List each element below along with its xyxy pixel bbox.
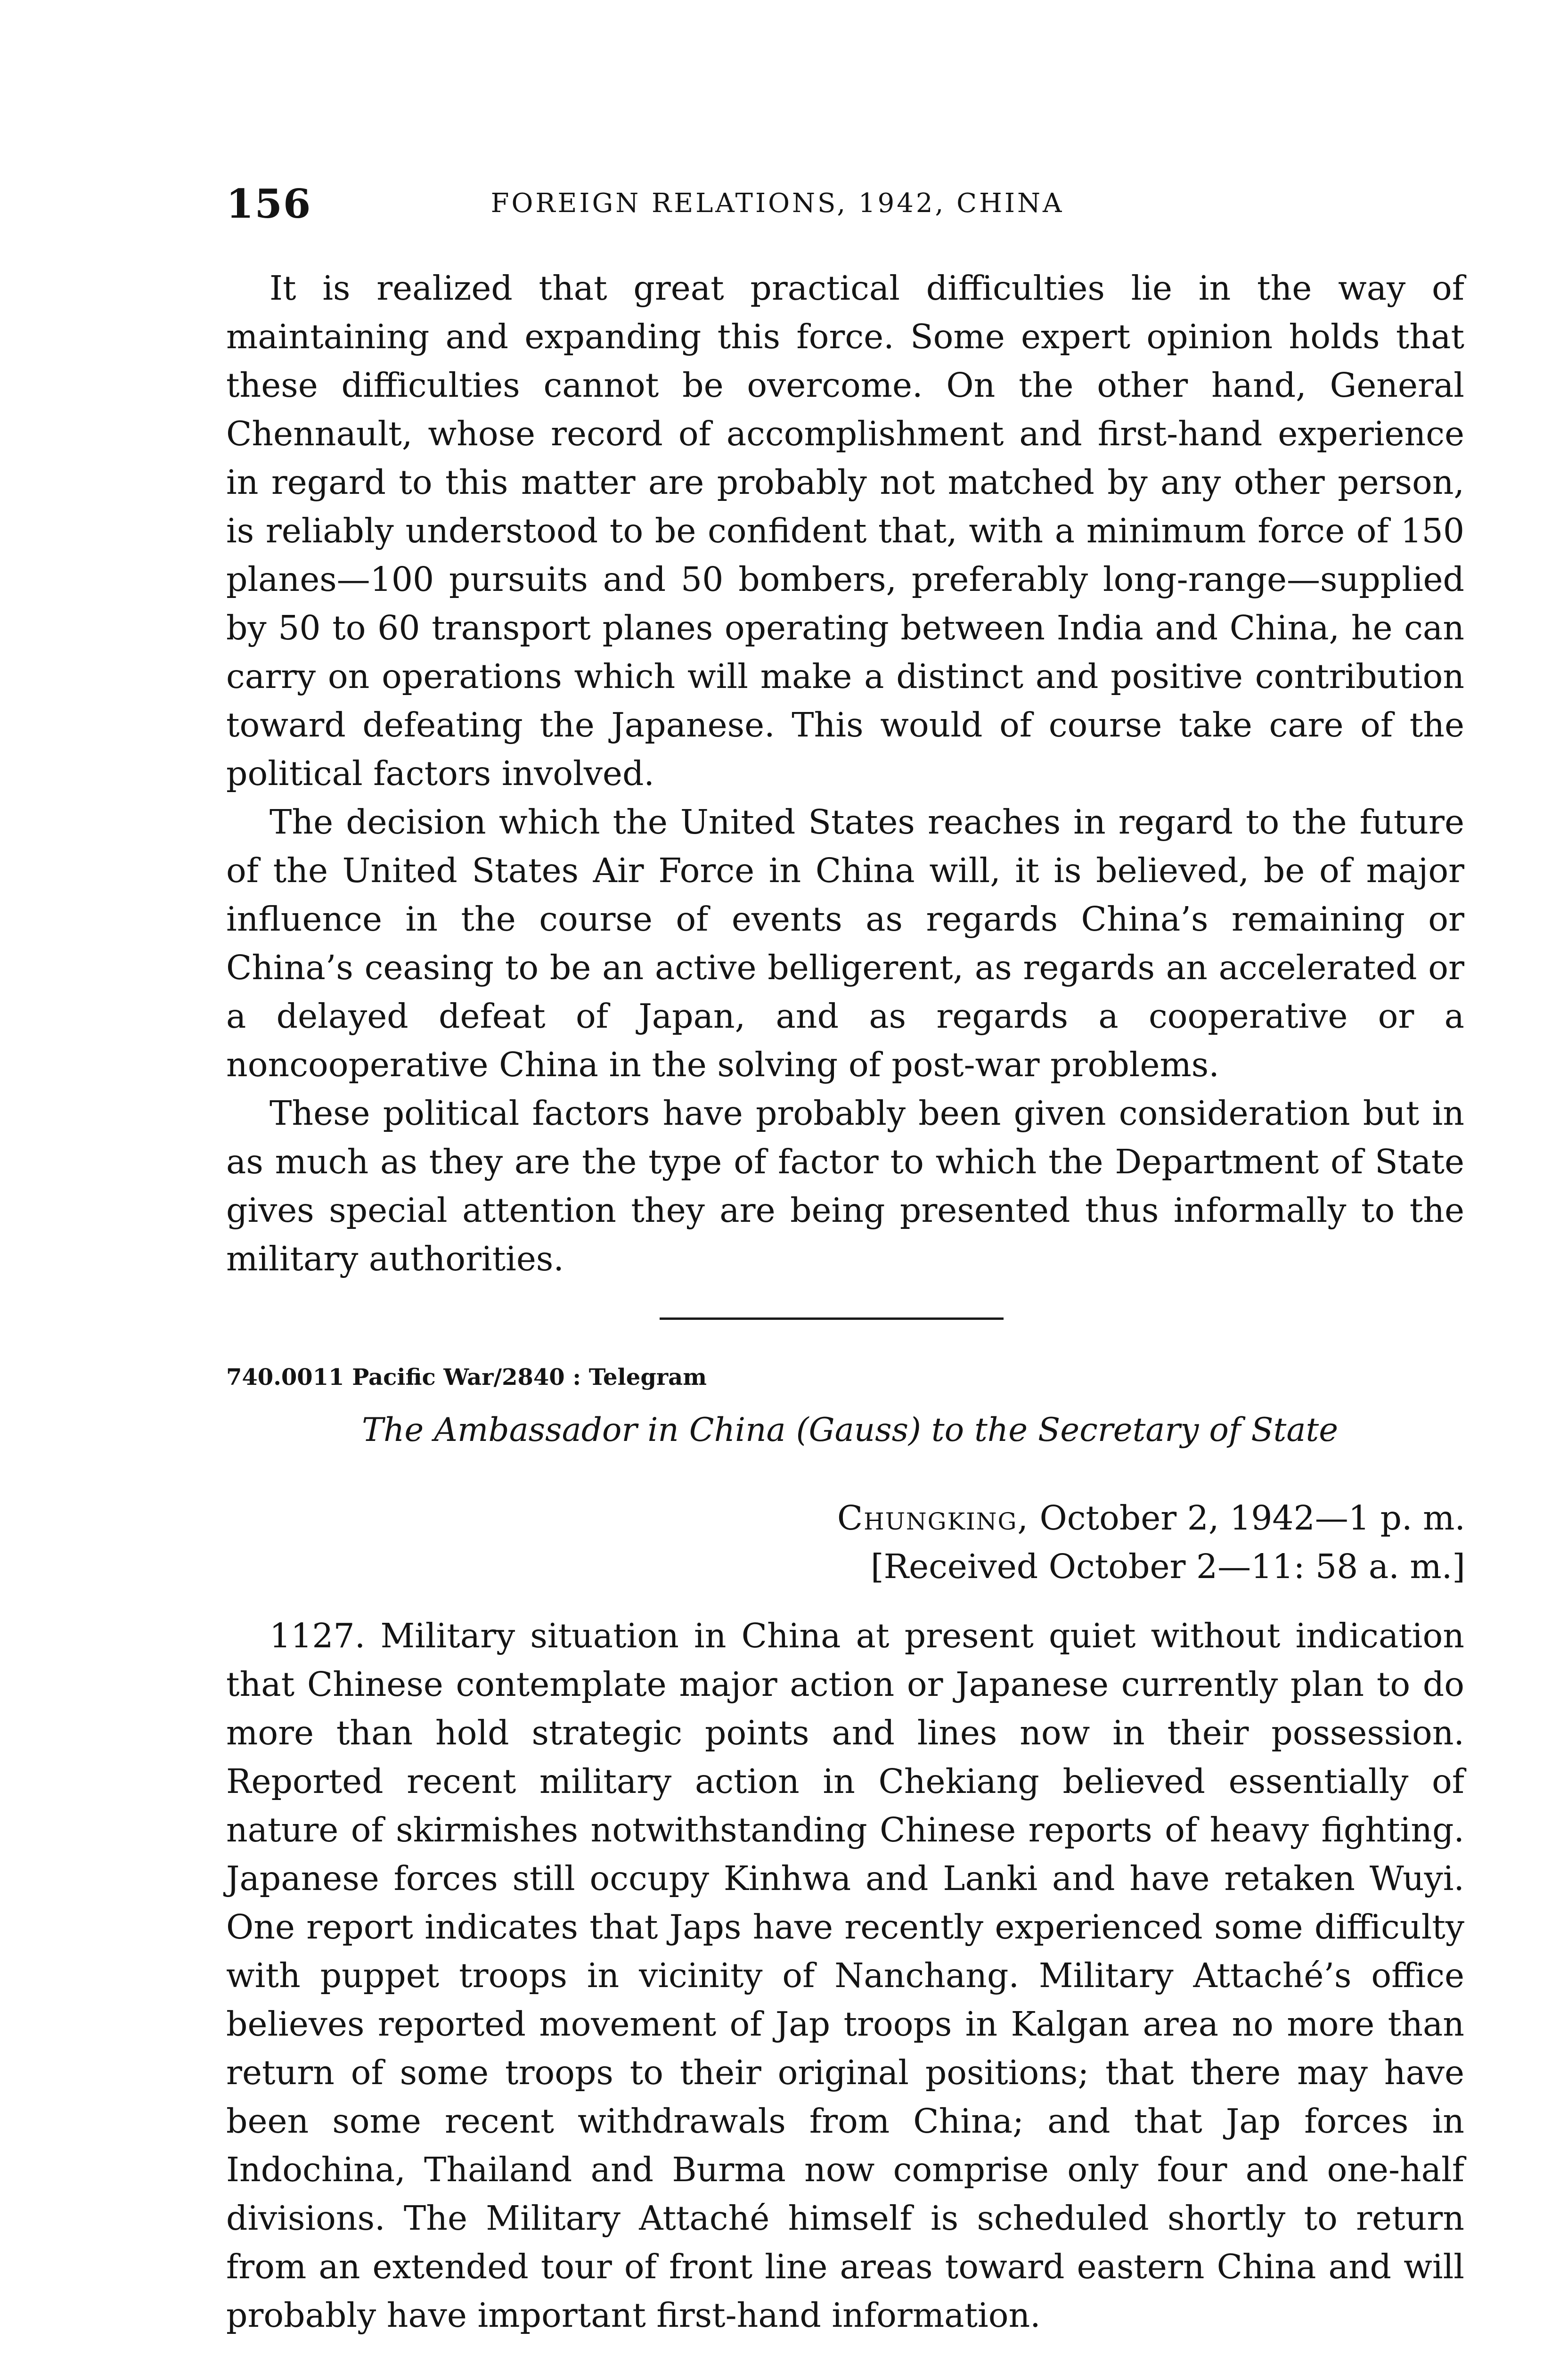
telegram-paragraph: 1127. Military situation in China at present quiet without indication that Chinese contemplate major action or Japanese currently plan to do more than hold strategic points and lines now in their possession. Reported recent military action in Chekiang believed essentially of nature of skirmishes notwithstanding Chinese reports of heavy fighting. Japanese forces still occupy Kinhwa and Lanki and have retaken Wuyi. One report indicates that Japs have recently experienced some difficulty with puppet troops in vicinity of Nanchang. Military Attaché’s office believes reported movement of Jap troops in Kalgan area no more than return of some troops to their original positions; that there may have been some recent withdrawals from China; and that Jap forces in Indochina, Thailand and Burma now comprise only four and one-half divisions. The Military Attaché himself is scheduled shortly to return from an extended tour of front line areas toward eastern China and will probably have important first-hand information. bbox=[226, 1616, 1464, 2335]
page-number: 156 bbox=[226, 180, 312, 227]
file-reference: 740.0011 Pacific War/2840 : Telegram bbox=[226, 1364, 707, 1391]
paragraph: These political factors have probably been given consideration but in as much as they are the type of factor to which the Department of State gives special attention they are being presented thus informally to the military authorities. bbox=[226, 1094, 1464, 1278]
running-head: FOREIGN RELATIONS, 1942, CHINA bbox=[490, 188, 1064, 219]
dateline bbox=[837, 1494, 1465, 1591]
page-header bbox=[226, 178, 1329, 230]
received-note: [Received October 2—11: 58 a. m.] bbox=[870, 1547, 1465, 1586]
dateline-line bbox=[837, 1494, 1465, 1542]
dateline-date: October 2, 1942—1 p. m. bbox=[1029, 1498, 1465, 1538]
paragraph: The decision which the United States reaches in regard to the future of the United States Air Force in China will, it is believed, be of major influence in the course of events as regards China’s remaining or China’s ceasing to be an active belligerent, as regards an accelerated or a delayed defeat of Japan, and as regards a cooperative or a noncooperative China in the solving of post-war problems. bbox=[226, 802, 1464, 1084]
document-title: The Ambassador in China (Gauss) to the Secretary of State bbox=[361, 1411, 1339, 1449]
paragraph: It is realized that great practical difficulties lie in the way of maintaining and expanding this force. Some expert opinion holds that these difficulties cannot be overcome. On the other hand, General Chennault, whose record of accomplishment and first-hand experience in regard to this matter are probably not matched by any other person, is reliably understood to be confident that, with a minimum force of 150 planes—100 pursuits and 50 bombers, preferably long-range—supplied by 50 to 60 transport planes operating between India and China, he can carry on operations which will make a distinct and positive contribution toward defeating the Japanese. This would of course take care of the political factors involved. bbox=[226, 269, 1464, 793]
opening-text-block bbox=[226, 264, 1464, 1283]
dateline-place: Chungking, bbox=[837, 1498, 1029, 1538]
telegram-text-block bbox=[226, 1612, 1464, 2340]
section-divider bbox=[660, 1317, 1004, 1320]
